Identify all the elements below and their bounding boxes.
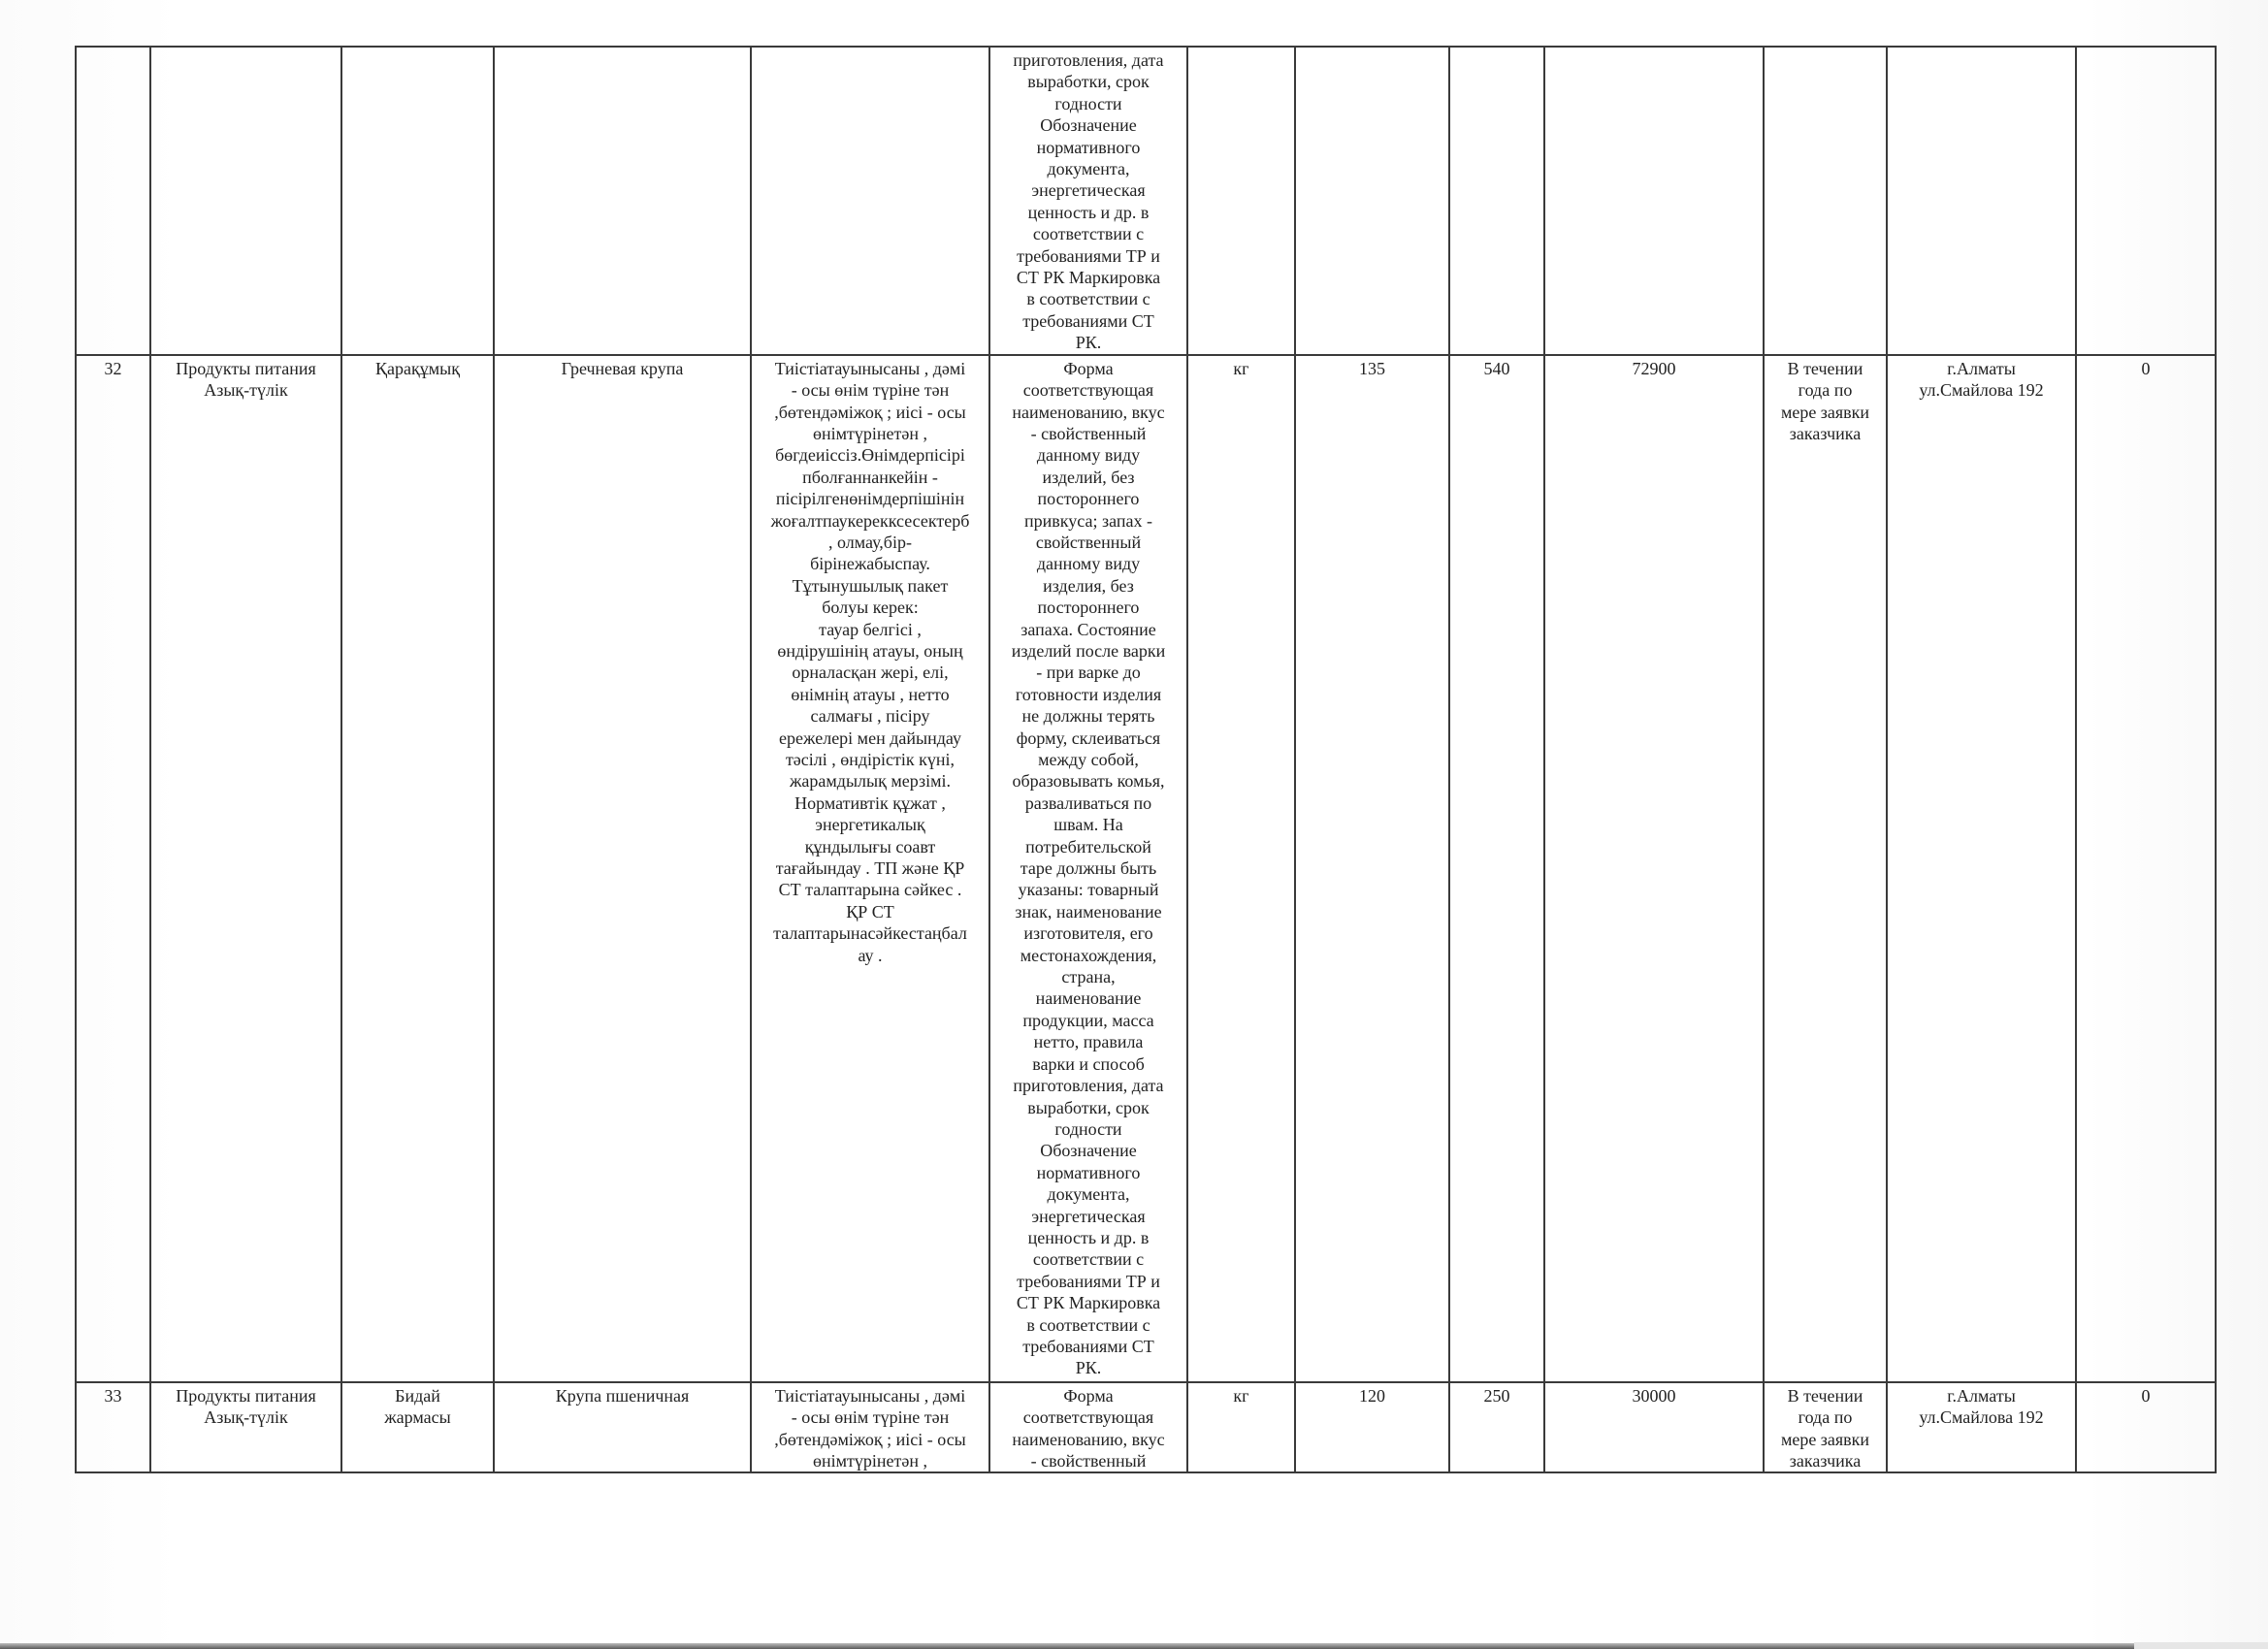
cell-unit [1187, 47, 1295, 355]
cell-name-kz [341, 47, 494, 355]
table-row [76, 1382, 2216, 1473]
table-row [76, 355, 2216, 1382]
cell-quantity [1295, 47, 1449, 355]
cell-sum: 30000 [1544, 1382, 1764, 1473]
cell-quantity: 135 [1295, 355, 1449, 1382]
procurement-table [75, 46, 2217, 1473]
cell-quantity: 120 [1295, 1382, 1449, 1473]
cell-advance: 0 [2076, 1382, 2216, 1473]
cell-name-kz: Бидай жармасы [341, 1382, 494, 1473]
cell-category: Продукты питания Азық-түлік [150, 1382, 341, 1473]
cell-unit: кг [1187, 1382, 1295, 1473]
table-row [76, 47, 2216, 355]
cell-name-ru: Гречневая крупа [494, 355, 751, 1382]
cell-name-ru: Крупа пшеничная [494, 1382, 751, 1473]
cell-spec-kz: Тиістіатауынысаны , дәмі - осы өнім түріне тән ,бөтендәміжоқ ; иісі - осы өнімтүрінетән , [751, 1382, 989, 1473]
scan-edge-highlight [2134, 1642, 2268, 1649]
cell-spec-kz [751, 47, 989, 355]
cell-delivery-term: В течении года по мере заявки заказчика [1764, 1382, 1887, 1473]
cell-no: 33 [76, 1382, 150, 1473]
cell-no [76, 47, 150, 355]
cell-name-kz: Қарақұмық [341, 355, 494, 1382]
cell-delivery-place: г.Алматы ул.Смайлова 192 [1887, 355, 2076, 1382]
cell-category [150, 47, 341, 355]
cell-price [1449, 47, 1544, 355]
scan-edge-shadow [0, 1643, 2268, 1649]
cell-delivery-place: г.Алматы ул.Смайлова 192 [1887, 1382, 2076, 1473]
cell-sum [1544, 47, 1764, 355]
cell-spec-ru: Форма соответствующая наименованию, вкус - свойственный данному виду изделий, без постороннего привкуса; запах - свойственный данному виду изделия, без постороннего запаха. Состояние изделий после варки - при варке до готовности изделия не должны терять форму, склеиваться между собой, образовывать комья, разваливаться по швам. На потребительской таре должны быть указаны: товарный знак, наименование изготовителя, его местонахождения, страна, наименование продукции, масса нетто, правила варки и способ приготовления, дата выработки, срок годности Обозначение нормативного документа, энергетическая ценность и др. в соответствии с требованиями ТР и СТ РК Маркировка в соответствии с требованиями СТ РК. [989, 355, 1187, 1382]
cell-sum: 72900 [1544, 355, 1764, 1382]
cell-spec-ru: приготовления, дата выработки, срок годности Обозначение нормативного документа, энергетическая ценность и др. в соответствии с требованиями ТР и СТ РК Маркировка в соответствии с требованиями СТ РК. [989, 47, 1187, 355]
cell-name-ru [494, 47, 751, 355]
cell-delivery-term: В течении года по мере заявки заказчика [1764, 355, 1887, 1382]
cell-price: 540 [1449, 355, 1544, 1382]
cell-delivery-term [1764, 47, 1887, 355]
cell-price: 250 [1449, 1382, 1544, 1473]
cell-advance: 0 [2076, 355, 2216, 1382]
cell-delivery-place [1887, 47, 2076, 355]
cell-category: Продукты питания Азық-түлік [150, 355, 341, 1382]
cell-spec-ru: Форма соответствующая наименованию, вкус - свойственный [989, 1382, 1187, 1473]
cell-advance [2076, 47, 2216, 355]
cell-no: 32 [76, 355, 150, 1382]
cell-unit: кг [1187, 355, 1295, 1382]
cell-spec-kz: Тиістіатауынысаны , дәмі - осы өнім түріне тән ,бөтендәміжоқ ; иісі - осы өнімтүрінетән , бөгдеиіссіз.Өнімдерпісірі пболғаннанкейін - пісірілгенөнімдерпішінін жоғалтпаукерекксесектерб , олмау,бір- бірінежабыспау. Тұтынушылық пакет болуы керек: тауар белгісі , өндірушінің атауы, оның орналасқан жері, елі, өнімнің атауы , нетто салмағы , пісіру ережелері мен дайындау тәсілі , өндірістік күні, жарамдылық мерзімі. Нормативтік құжат , энергетикалық құндылығы соавт тағайындау . ТП және ҚР СТ талаптарына сәйкес . ҚР СТ талаптарынасәйкестаңбал ау . [751, 355, 989, 1382]
